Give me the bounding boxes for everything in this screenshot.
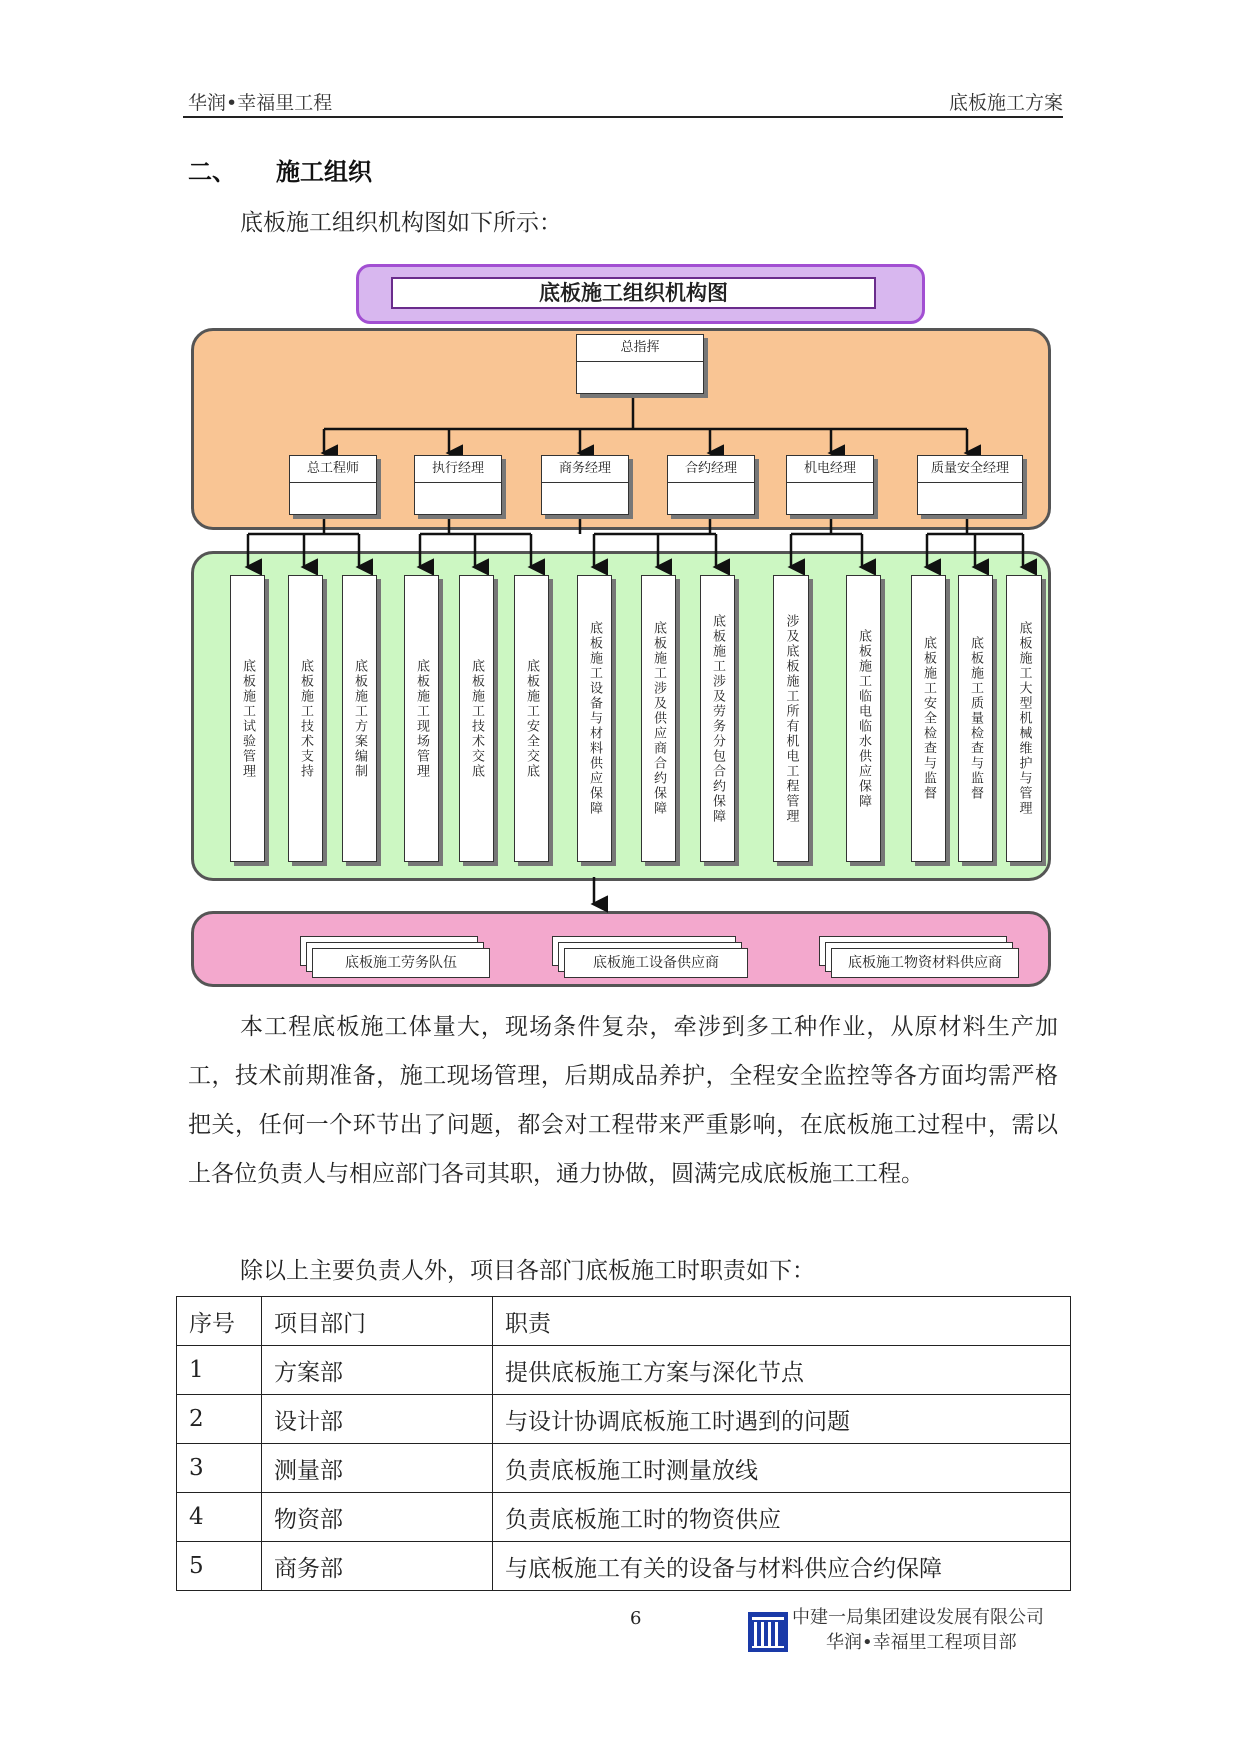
table-cell: 商务部 xyxy=(262,1542,493,1591)
manager-node xyxy=(289,455,377,515)
table-cell: 负责底板施工时测量放线 xyxy=(493,1444,1071,1493)
page-number: 6 xyxy=(630,1608,642,1629)
table-header-cell: 职责 xyxy=(493,1297,1071,1346)
supplier-box: 底板施工物资材料供应商 xyxy=(831,948,1019,978)
manager-label: 合约经理 xyxy=(684,461,737,476)
duty-column: 底板施工涉及供应商合约保障 xyxy=(641,575,676,862)
supplier-box: 底板施工设备供应商 xyxy=(564,948,748,978)
department-table xyxy=(176,1296,1071,1591)
table-cell: 负责底板施工时的物资供应 xyxy=(493,1493,1071,1542)
manager-node xyxy=(667,455,755,515)
table-cell: 3 xyxy=(177,1444,262,1493)
footer-company xyxy=(792,1605,1044,1655)
manager-node xyxy=(414,455,502,515)
table-row xyxy=(177,1493,1071,1542)
duty-column: 底板施工技术支持 xyxy=(288,575,323,862)
manager-label: 机电经理 xyxy=(803,461,856,476)
table-cell: 2 xyxy=(177,1395,262,1444)
section-title: 施工组织 xyxy=(276,157,372,186)
manager-node xyxy=(786,455,874,515)
body-paragraph: 本工程底板施工体量大，现场条件复杂，牵涉到多工种作业，从原材料生产加工，技术前期准备，施工现场管理，后期成品养护，全程安全监控等各方面均需严格把关，任何一个环节出了问题，都会对工程带来严重影响，在底板施工过程中，需以上各位负责人与相应部门各司其职，通力协做，圆满完成底板施工工程。 xyxy=(188,1014,1058,1187)
duty-column: 底板施工涉及劳务分包合约保障 xyxy=(700,575,735,862)
duty-column: 底板施工试验管理 xyxy=(230,575,265,862)
duty-column: 底板施工技术交底 xyxy=(459,575,494,862)
table-cell: 5 xyxy=(177,1542,262,1591)
table-row xyxy=(177,1346,1071,1395)
table-cell: 与设计协调底板施工时遇到的问题 xyxy=(493,1395,1071,1444)
duty-column: 底板施工安全检查与监督 xyxy=(911,575,946,862)
table-header-cell: 序号 xyxy=(177,1297,262,1346)
table-cell: 4 xyxy=(177,1493,262,1542)
table-cell: 与底板施工有关的设备与材料供应合约保障 xyxy=(493,1542,1071,1591)
duty-column: 底板施工方案编制 xyxy=(342,575,377,862)
table-header-cell: 项目部门 xyxy=(262,1297,493,1346)
table-cell: 提供底板施工方案与深化节点 xyxy=(493,1346,1071,1395)
duty-column: 底板施工设备与材料供应保障 xyxy=(577,575,612,862)
commander-label: 总指挥 xyxy=(620,340,660,355)
duty-column: 底板施工现场管理 xyxy=(404,575,439,862)
manager-node xyxy=(917,455,1023,515)
supplier-box: 底板施工劳务队伍 xyxy=(312,948,490,978)
manager-node xyxy=(541,455,629,515)
chart-title: 底板施工组织机构图 xyxy=(391,277,876,309)
duty-column: 底板施工临电临水供应保障 xyxy=(846,575,881,862)
duty-column: 底板施工安全交底 xyxy=(514,575,549,862)
duty-column: 底板施工大型机械维护与管理 xyxy=(1006,575,1042,862)
commander-node xyxy=(576,334,704,394)
table-cell: 测量部 xyxy=(262,1444,493,1493)
table-cell: 设计部 xyxy=(262,1395,493,1444)
project-department: 华润•幸福里工程项目部 xyxy=(826,1632,1017,1653)
table-cell: 方案部 xyxy=(262,1346,493,1395)
table-row xyxy=(177,1395,1071,1444)
table-cell: 物资部 xyxy=(262,1493,493,1542)
manager-label: 总工程师 xyxy=(306,461,359,476)
manager-label: 商务经理 xyxy=(558,461,611,476)
body-paragraph: 除以上主要负责人外，项目各部门底板施工时职责如下： xyxy=(240,1258,815,1284)
manager-label: 质量安全经理 xyxy=(930,461,1009,476)
table-header-row xyxy=(177,1297,1071,1346)
table-row xyxy=(177,1542,1071,1591)
table-row xyxy=(177,1444,1071,1493)
section-number: 二、 xyxy=(188,157,236,186)
duty-column: 涉及底板施工所有机电工程管理 xyxy=(773,575,809,862)
table-cell: 1 xyxy=(177,1346,262,1395)
manager-label: 执行经理 xyxy=(431,461,484,476)
header-project: 华润•幸福里工程 xyxy=(188,92,333,114)
company-logo xyxy=(748,1612,788,1652)
duty-column: 底板施工质量检查与监督 xyxy=(958,575,993,862)
header-doc-title: 底板施工方案 xyxy=(948,92,1063,114)
intro-text: 底板施工组织机构图如下所示： xyxy=(240,210,562,236)
company-name: 中建一局集团建设发展有限公司 xyxy=(792,1607,1044,1628)
